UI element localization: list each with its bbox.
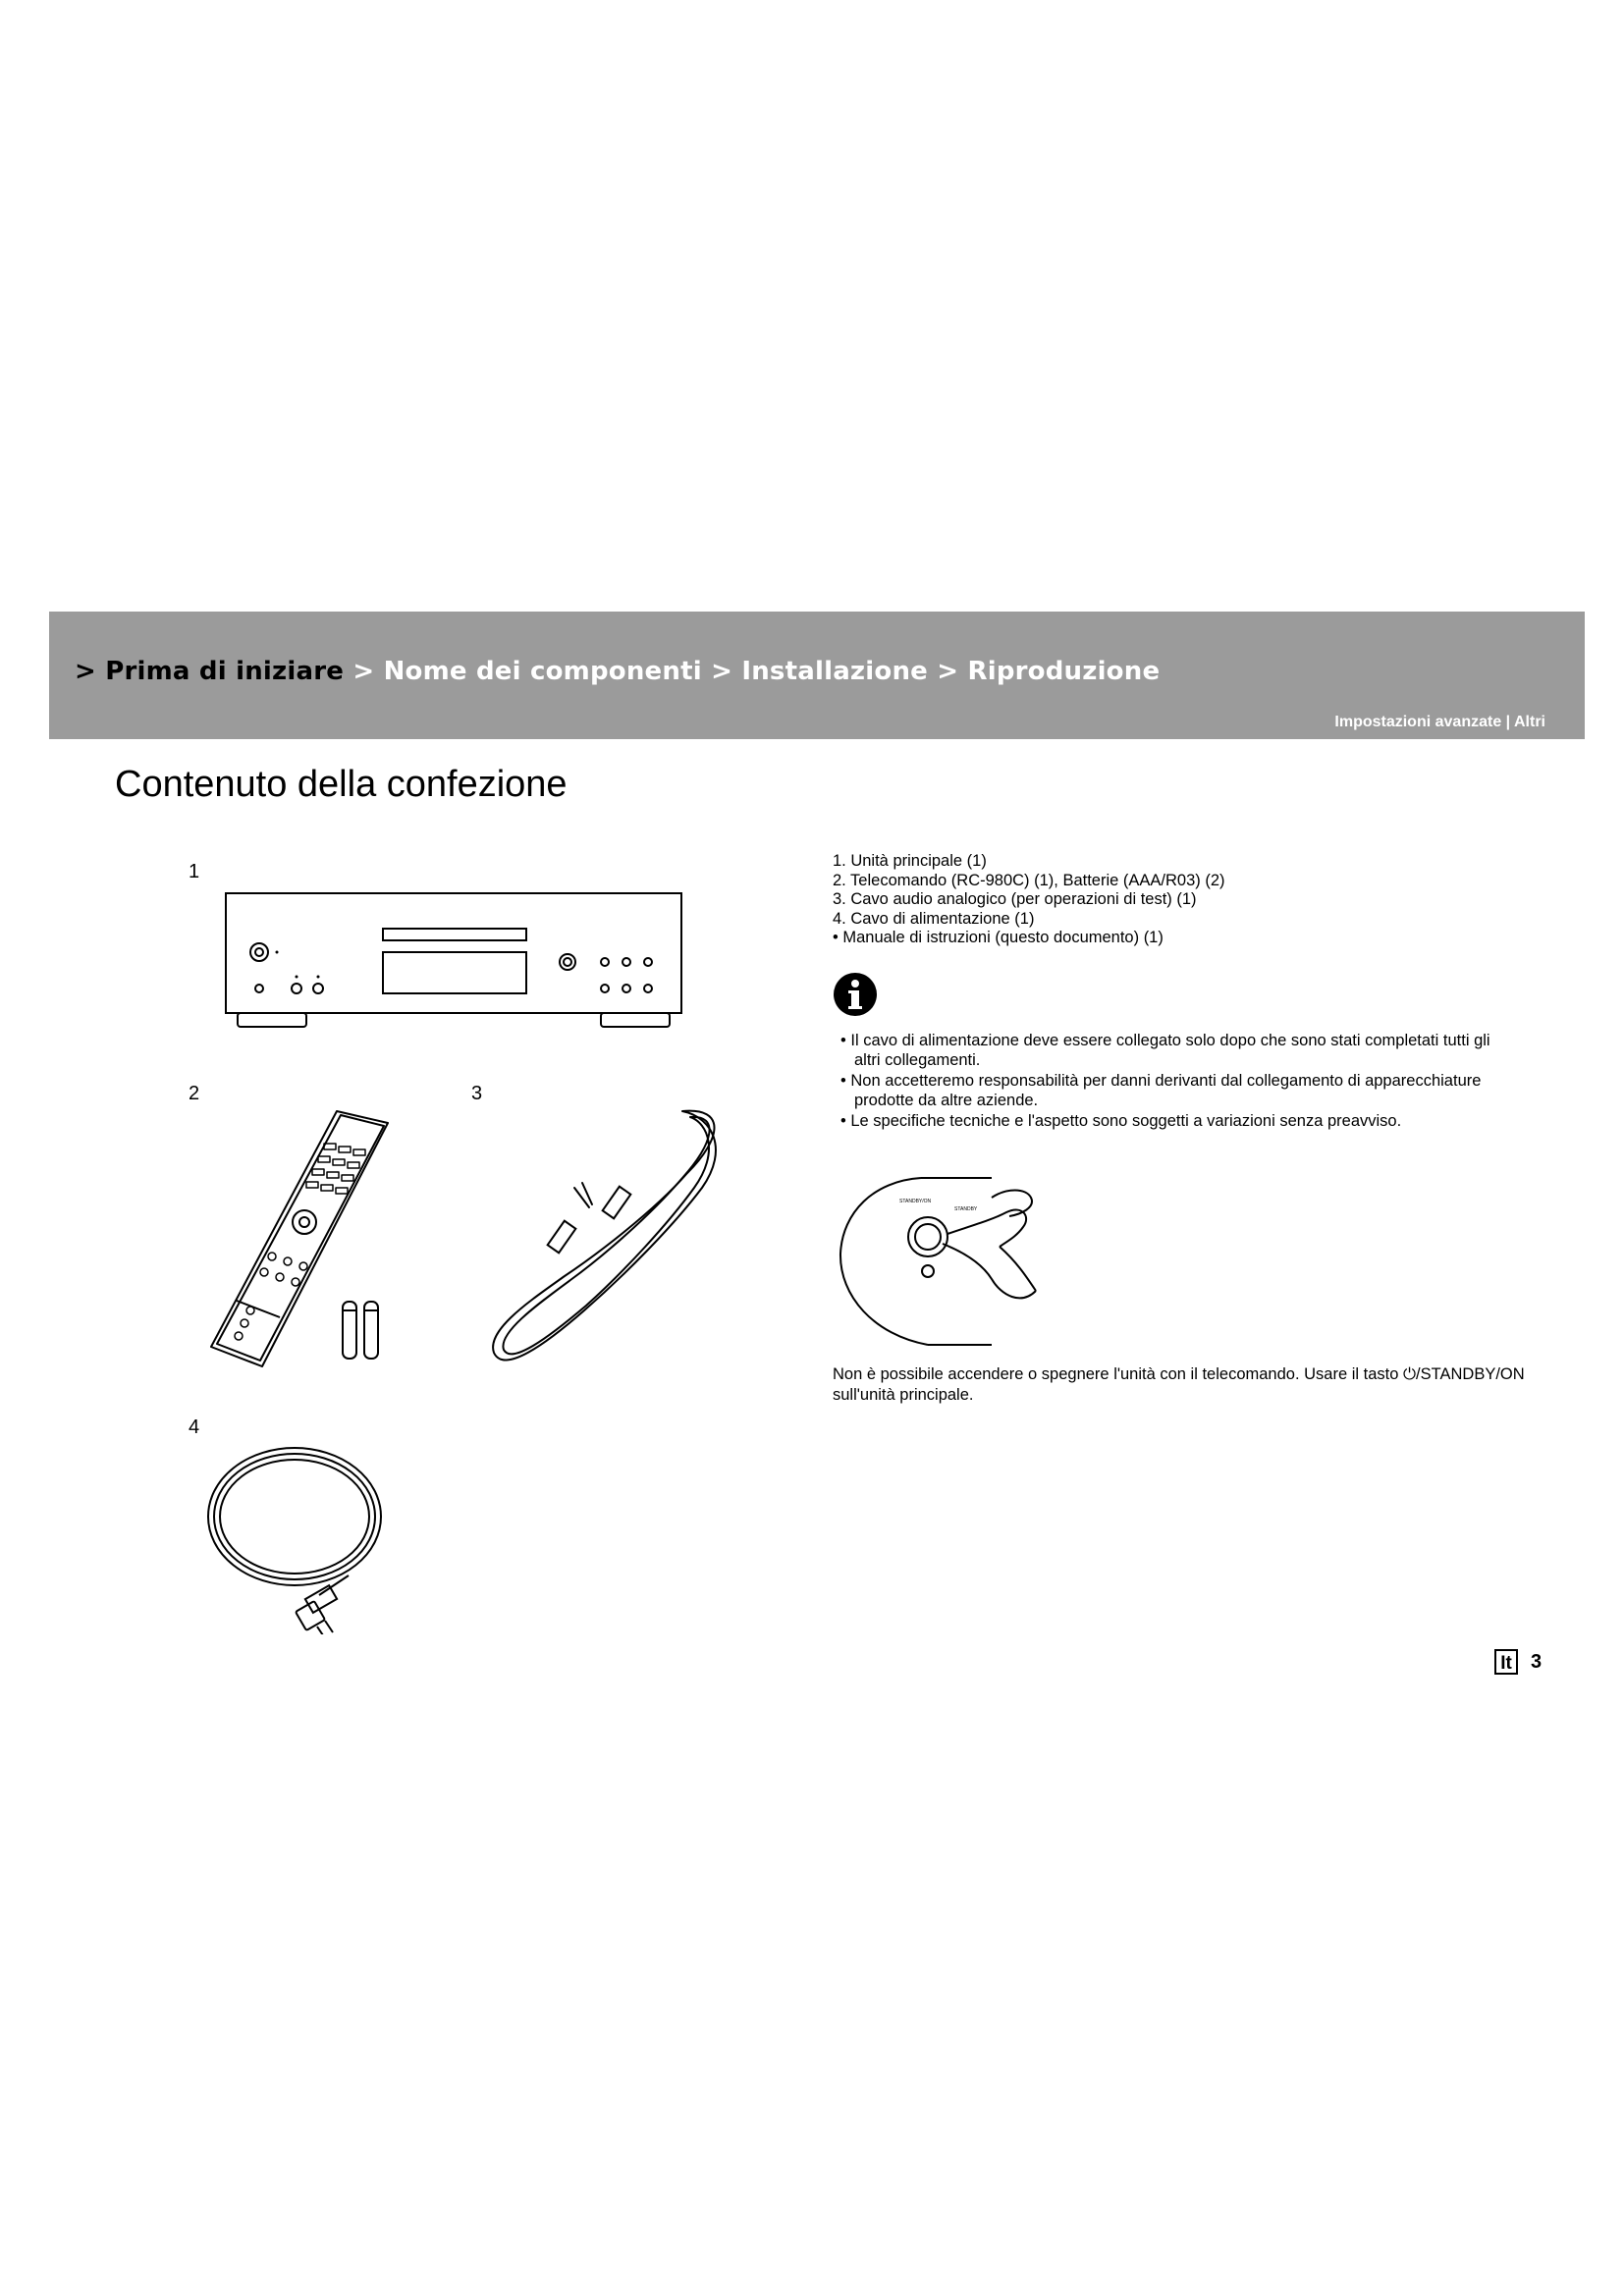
breadcrumb-installazione[interactable]: > Installazione [711,657,928,686]
page-title: Contenuto della confezione [115,764,568,805]
svg-text:STANDBY/ON: STANDBY/ON [899,1199,932,1204]
header-bar [49,612,1585,739]
breadcrumb [75,657,1160,686]
list-item: 3. Cavo audio analogico (per operazioni di test) (1) [833,890,1197,908]
list-item: 2. Telecomando (RC-980C) (1), Batterie (AAA/R03) (2) [833,871,1225,889]
svg-text:STANDBY: STANDBY [954,1206,978,1212]
subnav-separator: | [1501,714,1514,730]
list-item: 1. Unità principale (1) [833,852,987,870]
page-number: 3 [1531,1651,1543,1673]
remote-control-illustration [201,1099,417,1374]
figure-number-1: 1 [189,861,200,882]
subnav-altri[interactable]: Altri [1514,714,1545,730]
figure-number-2: 2 [189,1083,200,1104]
note-item: • Il cavo di alimentazione deve essere collegato solo dopo che sono stati completati tutti gli altri collegamenti. [840,1032,1490,1069]
sub-navigation [1334,714,1545,731]
notes-list [833,1031,1520,1132]
standby-caption: Non è possibile accendere o spegnere l'unità con il telecomando. Usare il tasto ⏻/STANDBY/ON sull'unità principale. [833,1365,1525,1404]
contents-list [833,852,1225,948]
breadcrumb-prima-di-iniziare[interactable]: > Prima di iniziare [75,657,345,686]
audio-cable-illustration [476,1099,741,1374]
list-item: 4. Cavo di alimentazione (1) [833,909,1035,928]
breadcrumb-nome-dei-componenti[interactable]: > Nome dei componenti [352,657,702,686]
note-item: • Le specifiche tecniche e l'aspetto sono soggetti a variazioni senza preavviso. [840,1112,1402,1130]
standby-button-illustration [835,1173,1060,1350]
info-icon [833,972,878,1017]
figure-number-3: 3 [471,1083,483,1104]
main-unit-illustration [218,883,689,1041]
breadcrumb-riproduzione[interactable]: > Riproduzione [937,657,1161,686]
power-cord-illustration [201,1438,398,1634]
subnav-impostazioni-avanzate[interactable]: Impostazioni avanzate [1334,714,1502,730]
language-badge: It [1494,1649,1518,1675]
note-item: • Non accetteremo responsabilità per danni derivanti dal collegamento di apparecchiature prodotte da altre aziende. [840,1072,1482,1109]
list-item: • Manuale di istruzioni (questo documento) (1) [833,929,1164,946]
figure-number-4: 4 [189,1416,200,1438]
